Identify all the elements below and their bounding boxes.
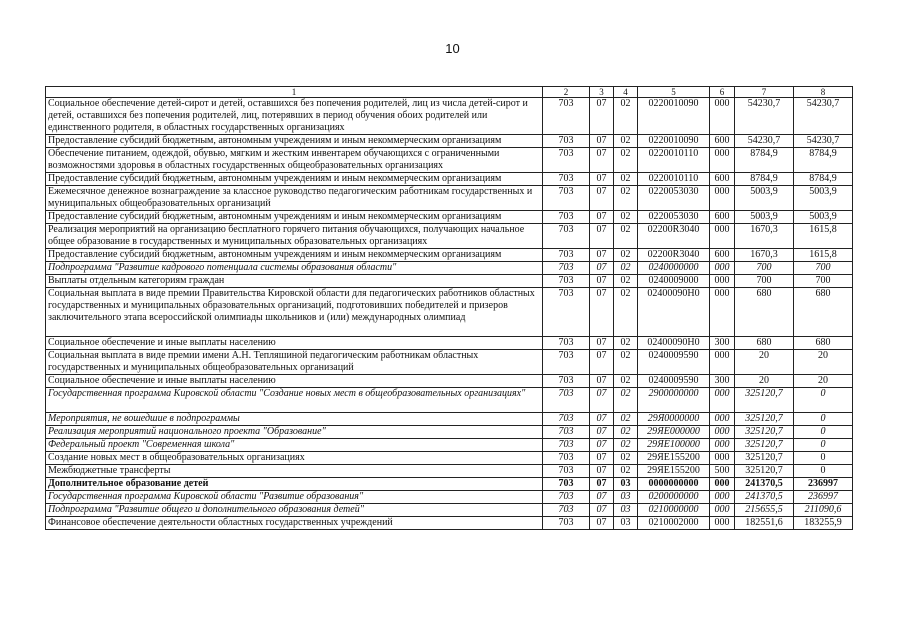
row-name-cell: Финансовое обеспечение деятельности областных государственных учреждений <box>46 517 543 530</box>
row-amount-2-cell: 680 <box>794 288 853 337</box>
table-row <box>46 148 853 173</box>
header-cell: 5 <box>638 87 710 98</box>
row-amount-2-cell: 20 <box>794 350 853 375</box>
table-row <box>46 249 853 262</box>
row-type-cell: 000 <box>710 517 735 530</box>
row-type-cell: 000 <box>710 224 735 249</box>
row-target-cell: 0240009590 <box>638 350 710 375</box>
table-row <box>46 288 853 337</box>
row-section-cell: 07 <box>590 426 614 439</box>
row-code-cell: 703 <box>543 350 590 375</box>
row-amount-2-cell: 0 <box>794 465 853 478</box>
row-amount-1-cell: 8784,9 <box>735 148 794 173</box>
row-section-cell: 07 <box>590 275 614 288</box>
row-amount-1-cell: 241370,5 <box>735 491 794 504</box>
row-section-cell: 07 <box>590 388 614 413</box>
row-target-cell: 02400090Н0 <box>638 288 710 337</box>
row-target-cell: 2900000000 <box>638 388 710 413</box>
row-amount-1-cell: 325120,7 <box>735 413 794 426</box>
table-row <box>46 211 853 224</box>
table-row <box>46 98 853 135</box>
row-amount-2-cell: 8784,9 <box>794 173 853 186</box>
row-section-cell: 07 <box>590 224 614 249</box>
row-subsection-cell: 02 <box>614 439 638 452</box>
row-section-cell: 07 <box>590 98 614 135</box>
table-row <box>46 452 853 465</box>
row-section-cell: 07 <box>590 517 614 530</box>
table-row <box>46 262 853 275</box>
row-code-cell: 703 <box>543 224 590 249</box>
table-row <box>46 504 853 517</box>
row-subsection-cell: 02 <box>614 249 638 262</box>
row-name-cell: Федеральный проект "Современная школа" <box>46 439 543 452</box>
row-name-cell: Межбюджетные трансферты <box>46 465 543 478</box>
row-subsection-cell: 03 <box>614 478 638 491</box>
header-cell: 4 <box>614 87 638 98</box>
row-code-cell: 703 <box>543 491 590 504</box>
page-number: 10 <box>445 41 460 56</box>
row-subsection-cell: 02 <box>614 211 638 224</box>
row-subsection-cell: 02 <box>614 375 638 388</box>
row-name-cell: Государственная программа Кировской области "Развитие образования" <box>46 491 543 504</box>
table-row <box>46 517 853 530</box>
row-amount-1-cell: 1670,3 <box>735 249 794 262</box>
row-code-cell: 703 <box>543 452 590 465</box>
row-type-cell: 600 <box>710 249 735 262</box>
row-amount-2-cell: 236997 <box>794 478 853 491</box>
row-code-cell: 703 <box>543 249 590 262</box>
row-code-cell: 703 <box>543 211 590 224</box>
row-code-cell: 703 <box>543 413 590 426</box>
row-code-cell: 703 <box>543 439 590 452</box>
row-code-cell: 703 <box>543 375 590 388</box>
row-amount-2-cell: 680 <box>794 337 853 350</box>
table-row <box>46 413 853 426</box>
row-amount-2-cell: 0 <box>794 452 853 465</box>
row-type-cell: 000 <box>710 413 735 426</box>
row-code-cell: 703 <box>543 275 590 288</box>
row-type-cell: 000 <box>710 275 735 288</box>
row-name-cell: Социальное обеспечение и иные выплаты населению <box>46 375 543 388</box>
row-name-cell: Дополнительное образование детей <box>46 478 543 491</box>
row-section-cell: 07 <box>590 211 614 224</box>
row-name-cell: Предоставление субсидий бюджетным, автономным учреждениям и иным некоммерческим организациям <box>46 249 543 262</box>
row-amount-1-cell: 54230,7 <box>735 135 794 148</box>
row-target-cell: 0240009590 <box>638 375 710 388</box>
row-code-cell: 703 <box>543 478 590 491</box>
row-section-cell: 07 <box>590 504 614 517</box>
row-amount-2-cell: 5003,9 <box>794 186 853 211</box>
row-target-cell: 29ЯЕ100000 <box>638 439 710 452</box>
header-cell: 8 <box>794 87 853 98</box>
row-type-cell: 600 <box>710 173 735 186</box>
row-type-cell: 000 <box>710 98 735 135</box>
row-target-cell: 0220010090 <box>638 98 710 135</box>
row-type-cell: 000 <box>710 288 735 337</box>
table-row <box>46 388 853 413</box>
row-subsection-cell: 03 <box>614 504 638 517</box>
row-amount-2-cell: 0 <box>794 439 853 452</box>
row-subsection-cell: 03 <box>614 491 638 504</box>
row-subsection-cell: 02 <box>614 465 638 478</box>
row-code-cell: 703 <box>543 388 590 413</box>
row-amount-1-cell: 20 <box>735 375 794 388</box>
row-name-cell: Предоставление субсидий бюджетным, автономным учреждениям и иным некоммерческим организациям <box>46 135 543 148</box>
row-name-cell: Предоставление субсидий бюджетным, автономным учреждениям и иным некоммерческим организациям <box>46 173 543 186</box>
row-name-cell: Ежемесячное денежное вознаграждение за классное руководство педагогическим работникам государственных и муниципальных общеобразовательных организаций <box>46 186 543 211</box>
row-name-cell: Реализация мероприятий на организацию бесплатного горячего питания обучающихся, получающих начальное общее образование в государственных и муниципальных образовательных организациях <box>46 224 543 249</box>
row-target-cell: 0220010110 <box>638 148 710 173</box>
row-target-cell: 29ЯЕ155200 <box>638 452 710 465</box>
table-row <box>46 186 853 211</box>
row-amount-1-cell: 182551,6 <box>735 517 794 530</box>
row-section-cell: 07 <box>590 262 614 275</box>
row-type-cell: 500 <box>710 465 735 478</box>
row-amount-1-cell: 54230,7 <box>735 98 794 135</box>
row-target-cell: 0240000000 <box>638 262 710 275</box>
row-code-cell: 703 <box>543 186 590 211</box>
row-target-cell: 29ЯЕ000000 <box>638 426 710 439</box>
table-row <box>46 135 853 148</box>
row-section-cell: 07 <box>590 135 614 148</box>
row-type-cell: 000 <box>710 452 735 465</box>
row-name-cell: Реализация мероприятий национального проекта "Образование" <box>46 426 543 439</box>
row-amount-1-cell: 20 <box>735 350 794 375</box>
row-name-cell: Социальное обеспечение и иные выплаты населению <box>46 337 543 350</box>
row-amount-1-cell: 5003,9 <box>735 186 794 211</box>
row-subsection-cell: 02 <box>614 350 638 375</box>
row-amount-2-cell: 5003,9 <box>794 211 853 224</box>
row-subsection-cell: 02 <box>614 262 638 275</box>
row-name-cell: Подпрограмма "Развитие общего и дополнительного образования детей" <box>46 504 543 517</box>
row-target-cell: 0210000000 <box>638 504 710 517</box>
row-section-cell: 07 <box>590 249 614 262</box>
row-type-cell: 000 <box>710 504 735 517</box>
row-amount-2-cell: 0 <box>794 388 853 413</box>
row-code-cell: 703 <box>543 337 590 350</box>
row-name-cell: Государственная программа Кировской области "Создание новых мест в общеобразовательных организациях" <box>46 388 543 413</box>
row-target-cell: 0210002000 <box>638 517 710 530</box>
row-code-cell: 703 <box>543 517 590 530</box>
row-amount-2-cell: 20 <box>794 375 853 388</box>
row-section-cell: 07 <box>590 452 614 465</box>
row-code-cell: 703 <box>543 288 590 337</box>
budget-table <box>45 86 853 530</box>
row-name-cell: Подпрограмма "Развитие кадрового потенциала системы образования области" <box>46 262 543 275</box>
row-subsection-cell: 02 <box>614 288 638 337</box>
table-header-row <box>46 87 853 98</box>
row-target-cell: 02200R3040 <box>638 224 710 249</box>
row-subsection-cell: 02 <box>614 413 638 426</box>
row-amount-1-cell: 241370,5 <box>735 478 794 491</box>
row-amount-1-cell: 325120,7 <box>735 426 794 439</box>
row-type-cell: 300 <box>710 337 735 350</box>
row-type-cell: 300 <box>710 375 735 388</box>
row-amount-1-cell: 680 <box>735 337 794 350</box>
row-amount-2-cell: 183255,9 <box>794 517 853 530</box>
row-name-cell: Мероприятия, не вошедшие в подпрограммы <box>46 413 543 426</box>
row-type-cell: 000 <box>710 491 735 504</box>
row-amount-2-cell: 54230,7 <box>794 135 853 148</box>
row-target-cell: 0200000000 <box>638 491 710 504</box>
row-target-cell: 29Я0000000 <box>638 413 710 426</box>
row-name-cell: Выплаты отдельным категориям граждан <box>46 275 543 288</box>
row-type-cell: 000 <box>710 439 735 452</box>
row-amount-1-cell: 325120,7 <box>735 452 794 465</box>
row-amount-1-cell: 700 <box>735 262 794 275</box>
row-type-cell: 000 <box>710 186 735 211</box>
table-row <box>46 275 853 288</box>
table-row <box>46 439 853 452</box>
header-cell: 1 <box>46 87 543 98</box>
row-target-cell: 0220053030 <box>638 211 710 224</box>
row-amount-2-cell: 1615,8 <box>794 249 853 262</box>
row-target-cell: 02400090Н0 <box>638 337 710 350</box>
row-name-cell: Социальное обеспечение детей-сирот и детей, оставшихся без попечения родителей, лиц из числа детей-сирот и детей, оставшихся без попечения родителей, лиц, потерявших в период обучения обоих родителей или единственного родителя, в областных государственных организациях <box>46 98 543 135</box>
row-amount-2-cell: 0 <box>794 413 853 426</box>
row-target-cell: 0220010090 <box>638 135 710 148</box>
row-subsection-cell: 02 <box>614 426 638 439</box>
row-amount-2-cell: 0 <box>794 426 853 439</box>
row-amount-1-cell: 325120,7 <box>735 465 794 478</box>
row-code-cell: 703 <box>543 148 590 173</box>
row-type-cell: 000 <box>710 478 735 491</box>
row-type-cell: 000 <box>710 426 735 439</box>
row-subsection-cell: 02 <box>614 275 638 288</box>
row-section-cell: 07 <box>590 491 614 504</box>
row-amount-1-cell: 5003,9 <box>735 211 794 224</box>
row-name-cell: Социальная выплата в виде премии Правительства Кировской области для педагогических работников областных государственных и муниципальных образовательных организаций, подготовивших победителей и призеров заключительного этапа всероссийской олимпиады школьников и (или) международных олимпиад <box>46 288 543 337</box>
table-row <box>46 426 853 439</box>
row-type-cell: 000 <box>710 388 735 413</box>
row-subsection-cell: 02 <box>614 452 638 465</box>
row-name-cell: Социальная выплата в виде премии имени А.Н. Тепляшиной педагогическим работникам областных государственных и муниципальных общеобразовательных организаций <box>46 350 543 375</box>
row-target-cell: 0220053030 <box>638 186 710 211</box>
row-amount-2-cell: 700 <box>794 262 853 275</box>
row-section-cell: 07 <box>590 478 614 491</box>
row-name-cell: Создание новых мест в общеобразовательных организациях <box>46 452 543 465</box>
table-row <box>46 224 853 249</box>
row-target-cell: 29ЯЕ155200 <box>638 465 710 478</box>
table-row <box>46 478 853 491</box>
row-type-cell: 000 <box>710 262 735 275</box>
row-amount-2-cell: 700 <box>794 275 853 288</box>
row-code-cell: 703 <box>543 173 590 186</box>
table-row <box>46 337 853 350</box>
row-name-cell: Предоставление субсидий бюджетным, автономным учреждениям и иным некоммерческим организациям <box>46 211 543 224</box>
row-code-cell: 703 <box>543 426 590 439</box>
row-subsection-cell: 02 <box>614 173 638 186</box>
row-type-cell: 000 <box>710 148 735 173</box>
row-code-cell: 703 <box>543 465 590 478</box>
row-code-cell: 703 <box>543 98 590 135</box>
row-target-cell: 0000000000 <box>638 478 710 491</box>
header-cell: 6 <box>710 87 735 98</box>
row-subsection-cell: 03 <box>614 517 638 530</box>
row-subsection-cell: 02 <box>614 135 638 148</box>
table-row <box>46 491 853 504</box>
row-amount-1-cell: 8784,9 <box>735 173 794 186</box>
row-section-cell: 07 <box>590 337 614 350</box>
row-amount-1-cell: 1670,3 <box>735 224 794 249</box>
row-code-cell: 703 <box>543 504 590 517</box>
header-cell: 2 <box>543 87 590 98</box>
row-target-cell: 0240009000 <box>638 275 710 288</box>
row-section-cell: 07 <box>590 439 614 452</box>
row-amount-1-cell: 325120,7 <box>735 439 794 452</box>
table-row <box>46 375 853 388</box>
row-subsection-cell: 02 <box>614 388 638 413</box>
row-section-cell: 07 <box>590 465 614 478</box>
row-amount-2-cell: 236997 <box>794 491 853 504</box>
row-section-cell: 07 <box>590 148 614 173</box>
row-amount-1-cell: 325120,7 <box>735 388 794 413</box>
row-target-cell: 0220010110 <box>638 173 710 186</box>
row-section-cell: 07 <box>590 413 614 426</box>
row-code-cell: 703 <box>543 262 590 275</box>
row-amount-1-cell: 215655,5 <box>735 504 794 517</box>
row-section-cell: 07 <box>590 350 614 375</box>
header-cell: 3 <box>590 87 614 98</box>
row-type-cell: 600 <box>710 135 735 148</box>
row-subsection-cell: 02 <box>614 337 638 350</box>
row-type-cell: 600 <box>710 211 735 224</box>
row-subsection-cell: 02 <box>614 186 638 211</box>
row-amount-2-cell: 211090,6 <box>794 504 853 517</box>
row-code-cell: 703 <box>543 135 590 148</box>
row-amount-2-cell: 8784,9 <box>794 148 853 173</box>
row-amount-2-cell: 54230,7 <box>794 98 853 135</box>
row-amount-1-cell: 680 <box>735 288 794 337</box>
table-row <box>46 173 853 186</box>
row-section-cell: 07 <box>590 288 614 337</box>
row-name-cell: Обеспечение питанием, одеждой, обувью, мягким и жестким инвентарем обучающихся с ограниченными возможностями здоровья в областных государственных общеобразовательных организациях <box>46 148 543 173</box>
table-row <box>46 465 853 478</box>
row-section-cell: 07 <box>590 375 614 388</box>
row-section-cell: 07 <box>590 173 614 186</box>
table-row <box>46 350 853 375</box>
row-subsection-cell: 02 <box>614 224 638 249</box>
row-amount-1-cell: 700 <box>735 275 794 288</box>
row-target-cell: 02200R3040 <box>638 249 710 262</box>
row-section-cell: 07 <box>590 186 614 211</box>
row-type-cell: 000 <box>710 350 735 375</box>
row-subsection-cell: 02 <box>614 98 638 135</box>
header-cell: 7 <box>735 87 794 98</box>
row-subsection-cell: 02 <box>614 148 638 173</box>
row-amount-2-cell: 1615,8 <box>794 224 853 249</box>
